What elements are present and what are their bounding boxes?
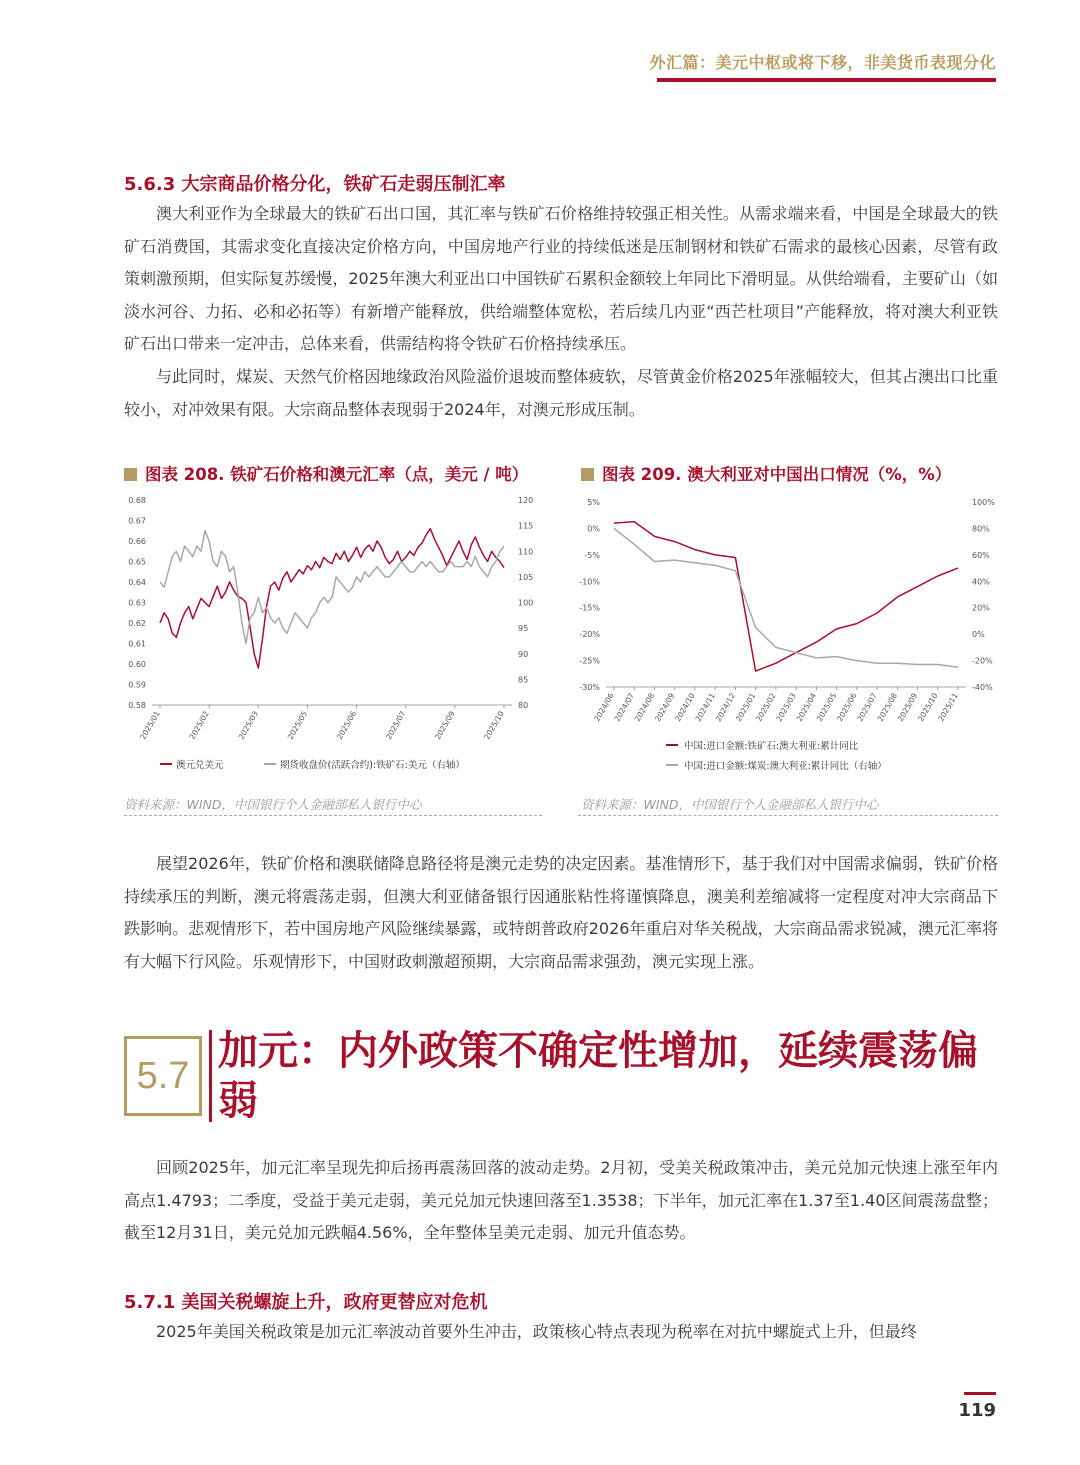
y-right-tick-label: 115 [518, 521, 534, 531]
section-title-bar [209, 1030, 212, 1122]
y-left-tick-label: 0.63 [128, 598, 146, 608]
y-right-tick-label: 85 [518, 675, 529, 685]
legend-label-iron-ore-imports: 中国:进口金额:铁矿石:澳大利亚:累计同比 [684, 741, 859, 752]
figure-208-title-text: 图表 208. 铁矿石价格和澳元汇率（点，美元 / 吨） [145, 465, 529, 484]
x-tick-label: 2025/10 [482, 709, 506, 741]
x-tick-label: 2025/09 [895, 691, 920, 723]
x-tick-label: 2025/11 [936, 691, 960, 723]
figure-208-source: 资料来源：WIND，中国银行个人金融部私人银行中心 [124, 797, 422, 812]
x-tick-label: 2025/01 [733, 691, 758, 723]
figure-209-legend [666, 740, 887, 772]
section-heading-5-7-1: 5.7.1 美国关税螺旋上升，政府更替应对危机 [124, 1292, 488, 1313]
y-right-tick-label: 105 [518, 572, 534, 582]
figure-209-title-text: 图表 209. 澳大利亚对中国出口情况（%，%） [602, 465, 952, 484]
x-tick-label: 2024/11 [693, 691, 717, 723]
x-tick-label: 2025/05 [814, 691, 839, 723]
x-tick-label: 2025/09 [433, 709, 457, 741]
x-tick-label: 2025/03 [236, 709, 261, 741]
y-right-tick-label: 110 [518, 547, 534, 557]
series-line-1 [614, 522, 958, 672]
series-line-2 [160, 531, 504, 644]
y-left-tick-label: 5% [587, 498, 600, 507]
y-left-tick-label: -15% [579, 603, 600, 613]
y-right-tick-label: 90 [518, 649, 529, 659]
x-tick-label: 2025/04 [794, 691, 819, 723]
paragraph-iron-ore-1: 澳大利亚作为全球最大的铁矿石出口国，其汇率与铁矿石价格维持较强正相关性。从需求端来看，中国是全球最大的铁矿石消费国，其需求变化直接决定价格方向，中国房地产行业的持续低迷是压制钢材和铁矿石需求的最核心因素，尽管有政策刺激预期，但实际复苏缓慢，2025年澳大利亚出口中国铁矿石累积金额较上年同比下滑明显。从供给端看，主要矿山（如淡水河谷、力拓、必和必拓等）有新增产能释放，供给端整体宽松，若后续几内亚“西芒杜项目”产能释放，将对澳大利亚铁矿石出口带来一定冲击，总体来看，供需结构将令铁矿石价格持续承压。 [124, 204, 998, 353]
x-tick-label: 2025/05 [285, 709, 310, 741]
y-left-tick-label: -30% [579, 683, 600, 692]
figure-209-chart [578, 488, 998, 788]
x-tick-label: 2025/02 [754, 691, 778, 723]
x-tick-label: 2025/10 [916, 691, 940, 723]
x-tick-label: 2024/10 [673, 691, 697, 723]
y-left-tick-label: 0.61 [128, 639, 146, 649]
paragraph-tariff: 2025年美国关税政策是加元汇率波动首要外生冲击，政策核心特点表现为税率在对抗中螺旋式上升，但最终 [156, 1322, 917, 1341]
figure-marker-icon [581, 468, 594, 481]
figure-209-rule [578, 815, 998, 816]
x-tick-label: 2025/08 [875, 691, 900, 723]
y-left-tick-label: -25% [579, 656, 600, 666]
y-left-tick-label: 0.65 [128, 557, 146, 567]
running-header-title: 外汇篇：美元中枢或将下移，非美货币表现分化 [649, 53, 996, 72]
x-tick-label: 2025/07 [855, 691, 879, 723]
x-tick-label: 2024/06 [592, 691, 616, 723]
y-right-tick-label: -40% [972, 683, 993, 692]
figure-209-title [581, 461, 951, 485]
paragraph-outlook: 展望2026年，铁矿价格和澳联储降息路径将是澳元走势的决定因素。基准情形下，基于我们对中国需求偏弱，铁矿价格持续承压的判断，澳元将震荡走弱，但澳大利亚储备银行因通胀粘性将谨慎降息，澳美利差缩减将一定程度对冲大宗商品下跌影响。悲观情形下，若中国房地产风险继续暴露，或特朗普政府2026年重启对华关税战，大宗商品需求锐减，澳元汇率将有大幅下行风险。乐观情形下，中国财政刺激超预期，大宗商品需求强劲，澳元实现上涨。 [124, 854, 998, 971]
y-right-tick-label: 0% [972, 630, 985, 640]
y-left-tick-label: 0.66 [128, 537, 146, 546]
section-heading-5-6-3: 5.6.3 大宗商品价格分化，铁矿石走弱压制汇率 [124, 174, 506, 195]
y-right-tick-label: 120 [518, 496, 534, 505]
y-left-tick-label: 0.67 [128, 516, 146, 526]
y-left-tick-label: 0.64 [128, 578, 146, 587]
y-right-tick-label: 60% [972, 550, 990, 560]
y-right-tick-label: 40% [972, 577, 990, 587]
y-left-tick-label: 0.60 [128, 660, 146, 669]
figure-209-source: 资料来源：WIND，中国银行个人金融部私人银行中心 [581, 797, 879, 812]
x-tick-label: 2024/08 [632, 691, 657, 723]
y-right-tick-label: 100% [972, 498, 995, 507]
figure-208-legend [160, 759, 465, 771]
page-number: 119 [958, 1400, 996, 1421]
series-line-2 [614, 528, 958, 667]
legend-label-iron-ore: 期货收盘价(活跃合约):铁矿石:美元（右轴） [280, 760, 465, 771]
y-left-tick-label: -20% [579, 630, 600, 640]
paragraph-iron-ore-2: 与此同时，煤炭、天然气价格因地缘政治风险溢价退坡而整体疲软，尽管黄金价格2025年涨幅较大，但其占澳出口比重较小，对冲效果有限。大宗商品整体表现弱于2024年，对澳元形成压制。 [124, 367, 998, 419]
section-number-box: 5.7 [124, 1036, 202, 1116]
y-right-tick-label: 20% [972, 603, 990, 613]
x-tick-label: 2025/07 [384, 709, 408, 741]
legend-label-aud: 澳元兑美元 [176, 760, 224, 771]
header-rule [657, 78, 996, 82]
legend-label-coal-imports: 中国:进口金额:煤炭:澳大利亚:累计同比（右轴） [684, 761, 887, 772]
y-left-tick-label: 0.68 [128, 496, 146, 505]
page-number-rule [964, 1392, 996, 1395]
paragraph-cad-review: 回顾2025年，加元汇率呈现先抑后扬再震荡回落的波动走势。2月初，受美关税政策冲击，美元兑加元快速上涨至年内高点1.4793；二季度，受益于美元走弱，美元兑加元快速回落至1.3538；下半年，加元汇率在1.37至1.40区间震荡盘整；截至12月31日，美元兑加元跌幅4.56%，全年整体呈美元走弱、加元升值态势。 [124, 1158, 998, 1242]
y-right-tick-label: 80% [972, 524, 990, 534]
x-tick-label: 2025/06 [334, 709, 359, 741]
x-tick-label: 2025/03 [774, 691, 798, 723]
x-tick-label: 2025/02 [187, 709, 211, 741]
x-tick-label: 2024/07 [612, 691, 636, 723]
figure-208-rule [124, 815, 542, 816]
y-left-tick-label: 0.58 [128, 701, 146, 710]
figure-marker-icon [124, 468, 137, 481]
y-left-tick-label: 0% [587, 524, 600, 534]
y-right-tick-label: 100 [518, 598, 534, 608]
y-left-tick-label: -10% [579, 577, 600, 587]
figure-208-title [124, 461, 528, 485]
y-right-tick-label: 80 [518, 701, 529, 710]
x-tick-label: 2025/01 [138, 709, 162, 741]
y-right-tick-label: -20% [972, 656, 993, 666]
section-title-5-7: 加元：内外政策不确定性增加，延续震荡偏弱 [218, 1028, 978, 1124]
y-left-tick-label: -5% [584, 550, 600, 560]
y-left-tick-label: 0.62 [128, 619, 146, 628]
y-left-tick-label: 0.59 [128, 680, 146, 690]
y-right-tick-label: 95 [518, 624, 529, 634]
x-tick-label: 2024/12 [713, 691, 738, 723]
x-tick-label: 2024/09 [653, 691, 677, 723]
x-tick-label: 2025/06 [835, 691, 859, 723]
figure-208-chart [124, 488, 544, 788]
